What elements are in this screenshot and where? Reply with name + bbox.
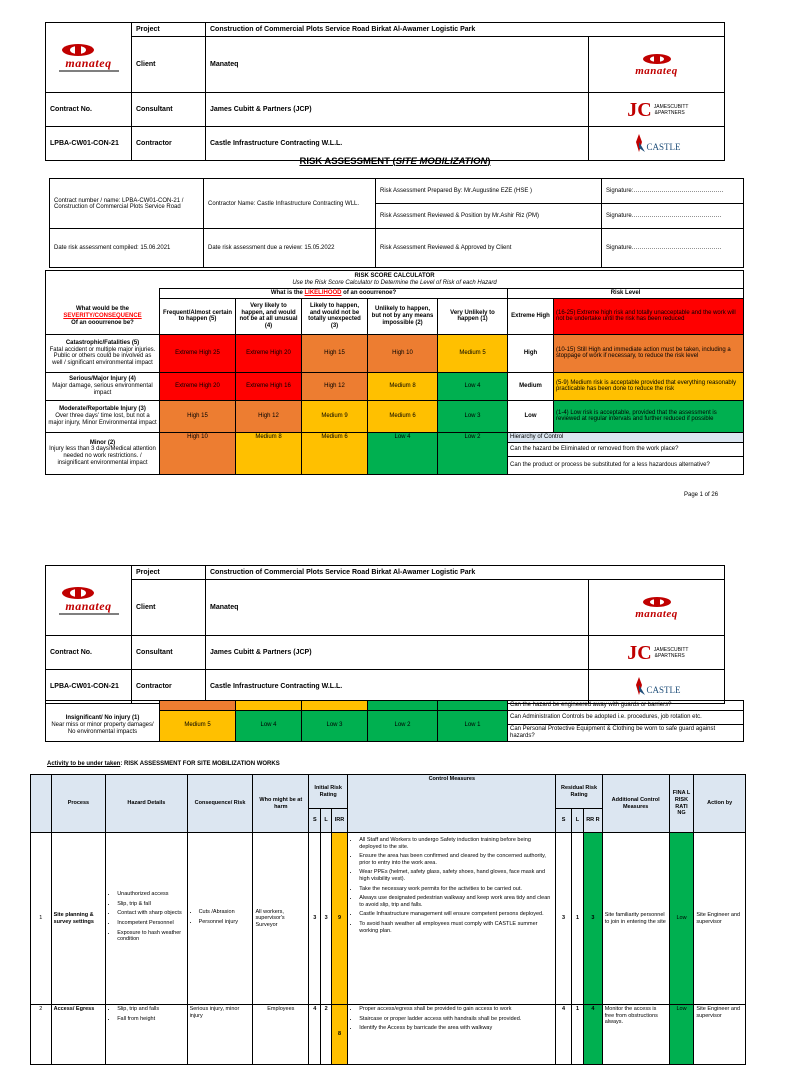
level-extreme-name: Extreme High: [508, 298, 554, 334]
severity-header: What would be the SEVERITY/CONSEQUENCE Of an ooourrenoe be?: [46, 298, 160, 334]
col-rl: L: [571, 809, 583, 833]
consultant-value-p2: James Cubitt & Partners (JCP): [206, 636, 589, 670]
hierarchy-title: Hierarchy of Control: [508, 432, 744, 442]
contractor-info: Contractor Name: Castle Infrastructure Contracting WLL.: [204, 179, 376, 229]
header-table-p1: [45, 22, 725, 161]
l-cell: 3: [321, 833, 331, 1005]
approved-by: Risk Assessment Reviewed & Approved by Client: [376, 229, 602, 268]
final-cell: Low: [669, 833, 694, 1005]
col-s: S: [309, 809, 321, 833]
level-medium-name: Medium: [508, 372, 554, 400]
contract-no-value: LPBA-CW01-CON-21: [46, 127, 132, 161]
s-cell: 3: [309, 833, 321, 1005]
level-high-name: High: [508, 334, 554, 372]
client-label: Client: [132, 37, 206, 93]
client-logo-cell-p2: [589, 580, 725, 636]
contract-no-label-p2: Contract No.: [46, 636, 132, 670]
consequence-cell: • Cuts /Abrasion • Personnel injury: [187, 833, 253, 1005]
jcp-logo: JC JAMESCUBITT &PARTNERS: [627, 98, 689, 121]
row-moderate: Moderate/Reportable Injury (3) Over three days' time lost, but not a major injury, Minor Environmental impact: [46, 400, 160, 432]
castle-logo-cell-p2: [589, 670, 725, 704]
col-likelihood-5: Frequent/Almost certain to happen (5): [160, 298, 236, 334]
col-likelihood-3: Likely to happen, and would not be totally unexpected (3): [302, 298, 368, 334]
consultant-label-p2: Consultant: [132, 636, 206, 670]
contractor-label-p2: Contractor: [132, 670, 206, 704]
irr-cell: 9: [331, 833, 347, 1005]
cell-6b: Medium 6: [302, 432, 368, 474]
row-serious: Serious/Major Injury (4) Major damage, serious environmental impact: [46, 372, 160, 400]
cell-4c: Low 4: [236, 711, 302, 742]
col-rrr: RR R: [584, 809, 603, 833]
risk-level-header: Risk Level: [508, 289, 744, 299]
who-cell: All workers, supervisor's Surveyor: [253, 833, 309, 1005]
cell-4a: Low 4: [438, 372, 508, 400]
risk-matrix-continued: [45, 700, 744, 742]
col-rs: S: [556, 809, 571, 833]
cell-20b: Extreme High 20: [160, 372, 236, 400]
cell-20a: Extreme High 20: [236, 334, 302, 372]
col-control: Control Measures: [348, 775, 556, 833]
level-medium-desc: (5-9) Medium risk is acceptable provided that everything reasonably practicable has been done to reduce the risk: [554, 372, 744, 400]
cell-9: Medium 9: [302, 400, 368, 432]
manateq-logo: manateq: [48, 43, 129, 72]
manateq-logo-small: manateq: [635, 64, 678, 77]
signature-1: Signature:………………………………………: [602, 179, 744, 204]
col-action: Action by: [694, 775, 746, 833]
col-likelihood-1: Very Unlikely to happen (1): [438, 298, 508, 334]
manateq-logo-cell-p2: [46, 566, 132, 636]
matrix-title: RISK SCORE CALCULATOR Use the Risk Score Calculator to Determine the Level of Risk of each Hazard: [46, 271, 744, 289]
additional-cell: Site familiarity personnel to join in entering the site: [602, 833, 669, 1005]
cell-3b: Low 3: [302, 711, 368, 742]
hazard-cell: • Unauthorized access • Slip, trip & fall • Contact with sharp objects • Incompetent Personnel • Exposure to hash weather condition: [106, 833, 187, 1005]
consultant-value: James Cubitt & Partners (JCP): [206, 93, 589, 127]
row-number: 1: [31, 833, 52, 1005]
row-minor: Minor (2) Injury less than 3 days/Medical attention needed no work restrictions. / insignificant environmental impact: [46, 432, 160, 474]
hierarchy-q3: Can the hazard be engineered away with guards or barriers?: [508, 701, 744, 711]
cell-6a: Medium 6: [368, 400, 438, 432]
jcp-logo-cell-p2: [589, 636, 725, 670]
contractor-value-p2: Castle Infrastructure Contracting W.L.L.: [206, 670, 589, 704]
level-low-name: Low: [508, 400, 554, 432]
rs-cell: 3: [556, 833, 571, 1005]
activity-line: Activity to be under taken: RISK ASSESSMENT FOR SITE MOBILIZATION WORKS: [47, 761, 280, 767]
rrr-cell: 3: [584, 833, 603, 1005]
page-number: Page 1 of 26: [684, 492, 719, 498]
cell-12b: High 12: [236, 400, 302, 432]
col-initial: Initial Risk Rating: [309, 775, 348, 809]
contractor-value: Castle Infrastructure Contracting W.L.L.: [206, 127, 589, 161]
jcp-logo-cell: [589, 93, 725, 127]
cell-10b: High 10: [160, 432, 236, 474]
signature-3: Signature………………………………………: [602, 229, 744, 268]
likelihood-header: What is the LIKELIHOOD of an ooourrenoe?: [160, 289, 508, 299]
row-number: 2: [31, 1005, 52, 1065]
contract-no-value-p2: LPBA-CW01-CON-21: [46, 670, 132, 704]
cell-8a: Medium 8: [368, 372, 438, 400]
contract-info: Contract number / name: LPBA-CW01-CON-21 / Construction of Commercial Plots Service Road: [50, 179, 204, 229]
contract-no-label: Contract No.: [46, 93, 132, 127]
irr-cell: 8: [331, 1005, 347, 1065]
manateq-logo-p2: manateq: [48, 586, 129, 615]
date-compiled: Date risk assessment compiled: 15.06.2021: [50, 229, 204, 268]
process-cell: Access/ Egress: [51, 1005, 106, 1065]
cell-10a: High 10: [368, 334, 438, 372]
col-final: FINA L RISK RATI NG: [669, 775, 694, 833]
manateq-logo-small-p2: manateq: [635, 607, 678, 620]
header-table-p2: [45, 565, 725, 704]
level-high-desc: (10-15) Still High and immediate action must be taken, including a stoppage of work if necessary, to reduce the risk level: [554, 334, 744, 372]
castle-logo: CASTLE: [633, 134, 681, 152]
table-row: [31, 1005, 746, 1065]
client-logo-cell: [589, 37, 725, 93]
castle-logo-p2: CASTLE: [633, 677, 681, 695]
date-due: Date risk assessment due a review: 15.05.2022: [204, 229, 376, 268]
additional-cell: Monitor the access is free from obstructions always.: [602, 1005, 669, 1065]
col-likelihood-4: Very likely to happen, and would not be at all unusual (4): [236, 298, 302, 334]
risk-matrix: [45, 270, 744, 475]
hierarchy-q4: Can Administration Controls be adopted i.e. procedures, job rotation etc.: [508, 711, 744, 725]
col-consequence: Consequence/ Risk: [187, 775, 253, 833]
hazard-cell: • Slip, trip and falls • Fall from height: [106, 1005, 187, 1065]
row-insignificant: Insignificant/ No injury (1) Near miss or minor property damages/ No environmental impacts: [46, 711, 160, 742]
client-value: Manateq: [206, 37, 589, 93]
col-hazard: Hazard Details: [106, 775, 187, 833]
cell-3a: Low 3: [438, 400, 508, 432]
final-cell: Low: [669, 1005, 694, 1065]
cell-1: Low 1: [438, 711, 508, 742]
action-cell: Site Engineer and supervisor: [694, 833, 746, 1005]
col-irr: IRR: [331, 809, 347, 833]
level-low-desc: (1-4) Low risk is acceptable, provided that the assessment is reviewed at regular intervals and further reduced if possible: [554, 400, 744, 432]
rl-cell: 1: [571, 1005, 583, 1065]
prepared-by: Risk Assessment Prepared By: Mr.Augustine EZE (HSE ): [376, 179, 602, 204]
col-likelihood-2: Unlikely to happen, but not by any means impossible (2): [368, 298, 438, 334]
table-row: [31, 833, 746, 1005]
col-additional: Additional Control Measures: [602, 775, 669, 833]
cell-12a: High 12: [302, 372, 368, 400]
col-who: Who might be at harm: [253, 775, 309, 833]
jcp-logo-p2: JC JAMESCUBITT &PARTNERS: [627, 641, 689, 664]
rrr-cell: 4: [584, 1005, 603, 1065]
hierarchy-q5: Can Personal Protective Equipment & Clothing be worn to safe guard against hazards?: [508, 725, 744, 742]
action-cell: Site Engineer and supervisor: [694, 1005, 746, 1065]
control-cell: • All Staff and Workers to undergo Safety induction training before being deployed to the site. • Ensure the area has been confirmed and cleared by the concerned authority, prior to entry into the work area. • Wear PPEs (helmet, safety glass, safety shoes, hand gloves, face mask and high visibility vest). • Take the necessary work permits for the activities to be carried out. • Always use designated pedestrian walkway and keep work area tidy and clean to avoid slip, trip and falls. • Castle Infrastructure management will ensure competent persons deployed. • To avoid hash weather all employees must comply with CASTLE summer working plan.: [348, 833, 556, 1005]
cell-8b: Medium 8: [236, 432, 302, 474]
cell-5a: Medium 5: [438, 334, 508, 372]
cell-2b: Low 2: [368, 711, 438, 742]
cell-16: Extreme High 16: [236, 372, 302, 400]
process-cell: Site planning & survey settings: [51, 833, 106, 1005]
cell-4b: Low 4: [368, 432, 438, 474]
cell-15b: High 15: [160, 400, 236, 432]
project-value-p2: Construction of Commercial Plots Service Road Birkat Al-Awamer Logistic Park: [206, 566, 725, 580]
rs-cell: 4: [556, 1005, 571, 1065]
hierarchy-q1: Can the hazard be Eliminated or removed from the work place?: [508, 442, 744, 456]
client-label-p2: Client: [132, 580, 206, 636]
consequence-cell: Serious injury, minor injury: [187, 1005, 253, 1065]
signature-2: Signature………………………………………: [602, 204, 744, 229]
level-extreme-desc: (16-25) Extreme high risk and totally unacceptable and the work will not be undertake until the risk has been reduced: [554, 298, 744, 334]
row-catastrophic: Catastrophic/Fatalities (5) Fatal accident or multiple major injuries. Public or others could be involved as well / significant environmental impact: [46, 334, 160, 372]
control-cell: • Proper access/egress shall be provided to gain access to work • Staircase or proper ladder access with handrails shall be provided. • Identify the Access by barricade the area with walkway: [348, 1005, 556, 1065]
col-process: Process: [51, 775, 106, 833]
col-residual: Residual Risk Rating: [556, 775, 602, 809]
client-value-p2: Manateq: [206, 580, 589, 636]
cell-15a: High 15: [302, 334, 368, 372]
s-cell: 4: [309, 1005, 321, 1065]
who-cell: Employees: [253, 1005, 309, 1065]
rl-cell: 1: [571, 833, 583, 1005]
cell-5b: Medium 5: [160, 711, 236, 742]
consultant-label: Consultant: [132, 93, 206, 127]
project-label-p2: Project: [132, 566, 206, 580]
page-title: RISK ASSESSMENT (SITE MOBILIZATION): [299, 156, 491, 167]
manateq-logo-cell: [46, 23, 132, 93]
info-table: [49, 178, 744, 268]
project-label: Project: [132, 23, 206, 37]
cell-25: Extreme High 25: [160, 334, 236, 372]
contractor-label: Contractor: [132, 127, 206, 161]
reviewed-by: Risk Assessment Reviewed & Position by Mr.Ashir Riz (PM): [376, 204, 602, 229]
hierarchy-q2: Can the product or process be substituted for a less hazardous alternative?: [508, 456, 744, 474]
project-value: Construction of Commercial Plots Service Road Birkat Al-Awamer Logistic Park: [206, 23, 725, 37]
col-l: L: [321, 809, 331, 833]
work-table: [30, 774, 746, 1065]
l-cell: 2: [321, 1005, 331, 1065]
cell-2: Low 2: [438, 432, 508, 474]
